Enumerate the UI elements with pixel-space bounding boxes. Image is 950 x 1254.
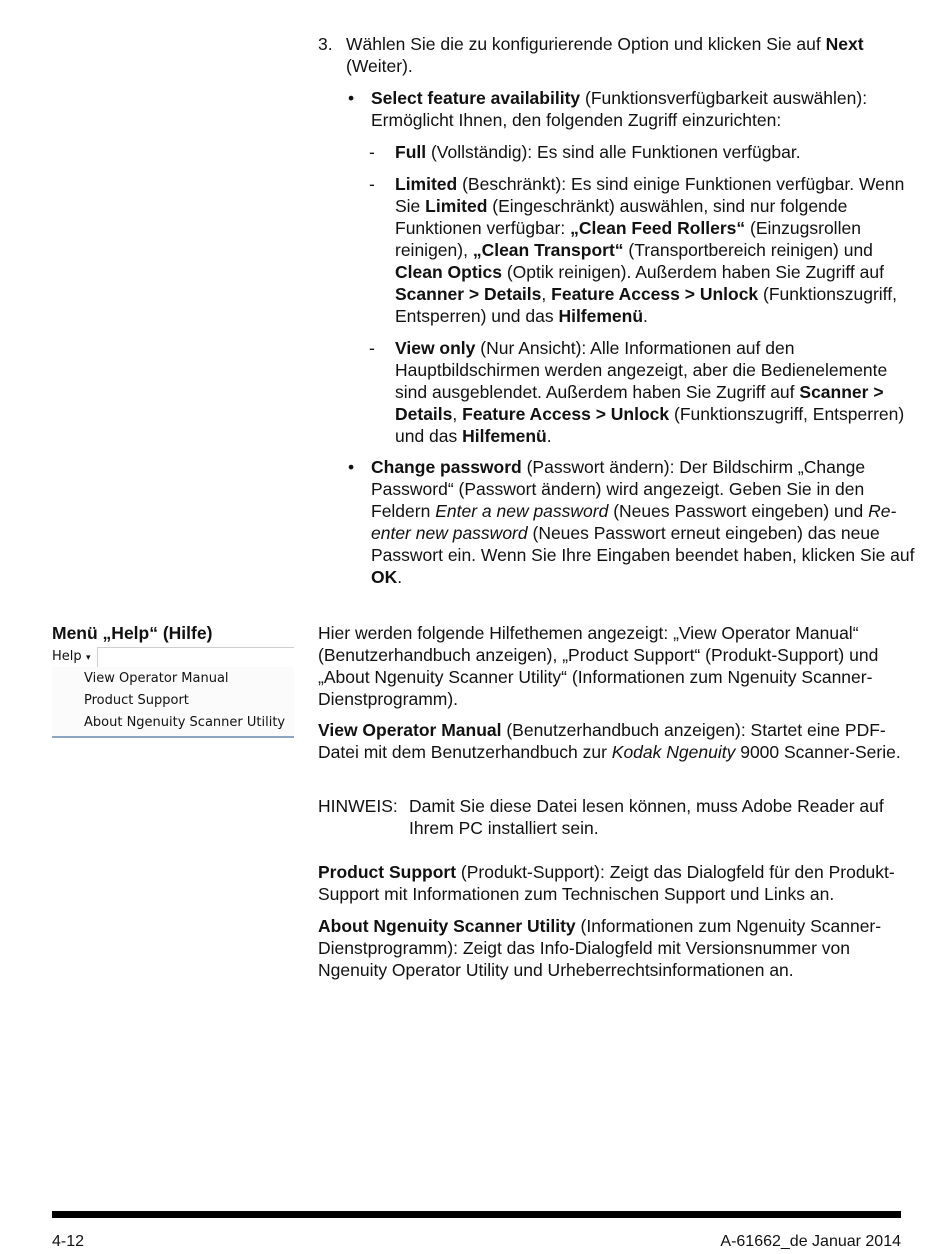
product-support-desc — [318, 861, 908, 905]
desc: . — [643, 306, 648, 326]
desc: (Transportbereich reinigen) und — [623, 240, 873, 260]
term: „Clean Feed Rollers“ — [570, 218, 746, 238]
bullet-feature-availability-text — [371, 87, 916, 131]
menu-bottom-border — [52, 736, 294, 738]
about-utility-desc — [318, 915, 908, 981]
note — [318, 795, 908, 839]
note-text: Damit Sie diese Datei lesen können, muss Adobe Reader auf Ihrem PC installiert sein. — [409, 796, 884, 838]
menu-item-about-utility[interactable]: About Ngenuity Scanner Utility — [84, 715, 286, 730]
dash-marker: - — [369, 174, 375, 194]
field-name: Enter a new password — [435, 501, 609, 521]
option-full-text — [395, 141, 905, 163]
term: Scanner > Details — [395, 284, 542, 304]
desc: (Beschränkt): Es sind einige Funktionen verfügbar. Wenn Sie — [395, 174, 905, 216]
option-limited-text — [395, 173, 905, 327]
option-view-only-text — [395, 337, 905, 447]
desc: (Funktionsverfügbarkeit auswählen): Ermöglicht Ihnen, den folgenden Zugriff einzurichten: — [371, 88, 868, 130]
term: OK — [371, 567, 398, 587]
step-3-text — [346, 33, 908, 77]
term: View only — [395, 338, 476, 358]
desc: 9000 Scanner-Serie. — [735, 742, 901, 762]
product-name: Kodak Ngenuity — [611, 742, 736, 762]
desc: (Optik reinigen). Außerdem haben Sie Zugriff auf — [501, 262, 884, 282]
term: Hilfemenü — [462, 426, 547, 446]
desc: , — [541, 284, 552, 304]
desc: (Vollständig): Es sind alle Funktionen verfügbar. — [426, 142, 801, 162]
bullet-change-password-text — [371, 456, 916, 588]
menu-item-product-support[interactable]: Product Support — [84, 693, 189, 708]
step-3 — [318, 33, 908, 77]
option-view-only — [369, 337, 905, 447]
option-full — [369, 141, 905, 163]
desc: , — [452, 404, 463, 424]
desc: . — [397, 567, 403, 587]
next-label: Next — [825, 34, 864, 54]
dash-marker: - — [369, 338, 375, 358]
term: Change password — [371, 457, 522, 477]
note-label: HINWEIS: — [318, 796, 398, 816]
desc: (Informationen zum Ngenuity Scanner-Dienstprogramm): Zeigt das Info-Dialogfeld mit Versionsnummer von Ngenuity Operator Utility und Urheberrechtsinformationen an. — [318, 916, 882, 980]
bullet-marker: • — [348, 457, 355, 477]
bullet-marker: • — [348, 88, 355, 108]
option-limited — [369, 173, 905, 327]
menu-bar — [52, 647, 294, 667]
help-dropdown — [52, 667, 294, 737]
desc: . — [546, 426, 552, 446]
term: Product Support — [318, 862, 457, 882]
help-menu-screenshot — [52, 647, 294, 739]
step-3-text-a: Wählen Sie die zu konfigurierende Option und klicken Sie auf — [346, 34, 826, 54]
view-operator-manual-desc — [318, 719, 908, 763]
term: Select feature availability — [371, 88, 581, 108]
desc: (Nur Ansicht): Alle Informationen auf den Hauptbildschirmen werden angezeigt, aber die Bedienelemente sind ausgeblendet. Außerdem haben Sie Zugriff auf — [395, 338, 888, 402]
help-menu-button[interactable]: Help — [52, 649, 82, 664]
term: View Operator Manual — [318, 720, 502, 740]
term: Feature Access > Unlock — [551, 284, 759, 304]
desc: (Passwort ändern): Der Bildschirm „Change Password“ (Passwort ändern) wird angezeigt. Geben Sie in den Feldern — [371, 457, 866, 521]
term: Scanner > Details — [395, 382, 884, 424]
desc: (Einzugsrollen reinigen), — [395, 218, 861, 260]
document-id: A-61662_de Januar 2014 — [720, 1233, 901, 1250]
term: Clean Optics — [395, 262, 502, 282]
step-3-text-b: (Weiter). — [346, 56, 413, 76]
page-number: 4-12 — [52, 1233, 85, 1250]
dash-marker: - — [369, 142, 375, 162]
help-menu-heading: Menü „Help“ (Hilfe) — [52, 623, 213, 643]
field-name: Re-enter new password — [371, 501, 897, 543]
bullet-feature-availability — [348, 87, 916, 131]
term: Full — [395, 142, 427, 162]
menu-bar-field — [97, 647, 294, 668]
term: Limited — [425, 196, 488, 216]
desc: (Funktionszugriff, Entsperren) und das — [395, 404, 905, 446]
step-number: 3. — [318, 34, 333, 54]
desc: (Benutzerhandbuch anzeigen): Startet eine PDF-Datei mit dem Benutzerhandbuch zur — [318, 720, 886, 762]
desc: (Funktionszugriff, Entsperren) und das — [395, 284, 897, 326]
desc: (Neues Passwort erneut eingeben) das neue Passwort ein. Wenn Sie Ihre Eingaben beendet haben, klicken Sie auf — [371, 523, 915, 565]
term: About Ngenuity Scanner Utility — [318, 916, 576, 936]
bullet-change-password — [348, 456, 916, 588]
footer-rule — [52, 1211, 901, 1218]
term: Hilfemenü — [558, 306, 644, 326]
term: Feature Access > Unlock — [462, 404, 670, 424]
help-intro: Hier werden folgende Hilfethemen angezeigt: „View Operator Manual“ (Benutzerhandbuch anzeigen), „Product Support“ (Produkt-Support) und „About Ngenuity Scanner Utility“ (Informationen zum Ngenuity Scanner-Dienstprogramm). — [318, 623, 879, 709]
desc: (Produkt-Support): Zeigt das Dialogfeld für den Produkt-Support mit Informationen zum Technischen Support und Links an. — [318, 862, 895, 904]
desc: (Eingeschränkt) auswählen, sind nur folgende Funktionen verfügbar: — [395, 196, 848, 238]
term: „Clean Transport“ — [472, 240, 624, 260]
term: Limited — [395, 174, 458, 194]
menu-item-view-operator-manual[interactable]: View Operator Manual — [84, 671, 229, 686]
chevron-down-icon: ▾ — [86, 652, 91, 662]
desc: (Neues Passwort eingeben) und — [608, 501, 869, 521]
